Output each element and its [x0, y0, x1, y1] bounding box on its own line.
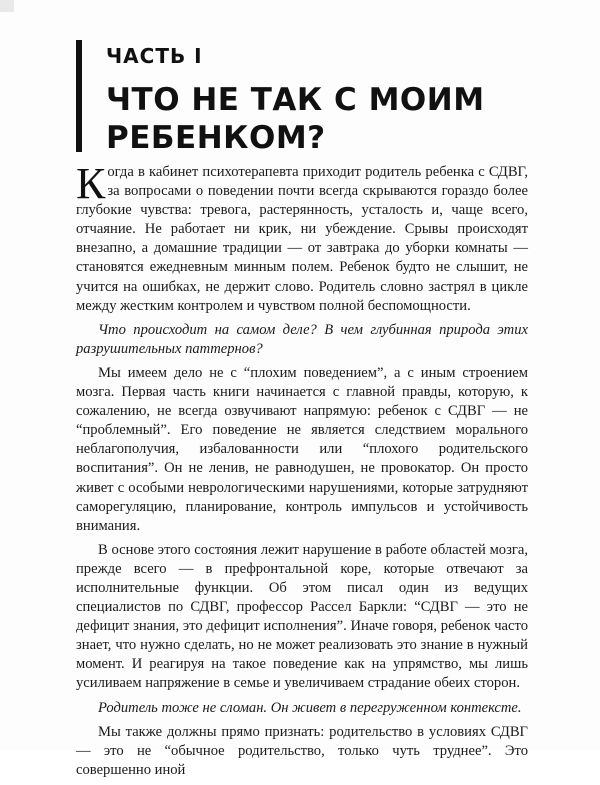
paragraph-2: Что происходит на самом деле? В чем глубинная природа этих разрушительных паттернов? [76, 321, 528, 357]
page-corner-mark [0, 0, 14, 12]
chapter-title [106, 81, 526, 157]
paragraph-5: Родитель тоже не сломан. Он живет в перегруженном контексте. [98, 699, 522, 716]
part-label: ЧАСТЬ I [106, 44, 203, 68]
paragraph-1-text: огда в кабинет психотерапевта приходит родитель ребенка с СДВГ, за вопросами о поведении почти всегда скрываются гораздо более глубокие чувства: тревога, растерянность, усталость и, чаще всего, отчаяние. Не работает ни крик, ни убеждение. Срывы происходят внезапно, а домашние традиции — от завтрака до уборки комнаты — становятся ежедневным минным полем. Ребенок будто не слышит, не учится на ошибках, не держит слово. Родитель словно застрял в цикле между жестким контролем и чувством полной беспомощности. [76, 164, 528, 314]
paragraph-1 [76, 159, 528, 316]
paragraph-6: Мы также должны прямо признать: родительство в условиях СДВГ — это не “обычное родительство, только чуть труднее”. Это совершенно иной [76, 723, 528, 778]
paragraph-3: Мы имеем дело не с “плохим поведением”, а с иным строением мозга. Первая часть книги начинается с главной правды, которую, к сожалению, не всегда озвучивают напрямую: ребенок с СДВГ — не “проблемный”. Его поведение не является следствием морального неблагополучия, избалованности или “плохого родительского воспитания”. Он не ленив, не равнодушен, не провокатор. Он просто живет с особыми неврологическими нарушениями, которые затрудняют саморегуляцию, планирование, контроль импульсов и устойчивость внимания. [76, 364, 528, 534]
chapter-title-line-1: ЧТО НЕ ТАК С МОИМ [106, 82, 485, 118]
drop-cap: К [76, 159, 106, 208]
heading-vertical-rule [76, 40, 82, 152]
body-text [76, 159, 528, 785]
chapter-title-line-2: РЕБЕНКОМ? [106, 120, 326, 156]
paragraph-4: В основе этого состояния лежит нарушение в работе областей мозга, прежде всего — в префронтальной коре, которые отвечают за исполнительные функции. Об этом писал один из ведущих специалистов по СДВГ, профессор Рассел Баркли: “СДВГ — это не дефицит знания, это дефицит исполнения”. Иначе говоря, ребенок часто знает, что нужно сделать, но не может реализовать это знание в нужный момент. И реагируя на такое поведение как на упрямство, мы лишь усиливаем напряжение в семье и увеличиваем страдание обеих сторон. [76, 541, 528, 692]
